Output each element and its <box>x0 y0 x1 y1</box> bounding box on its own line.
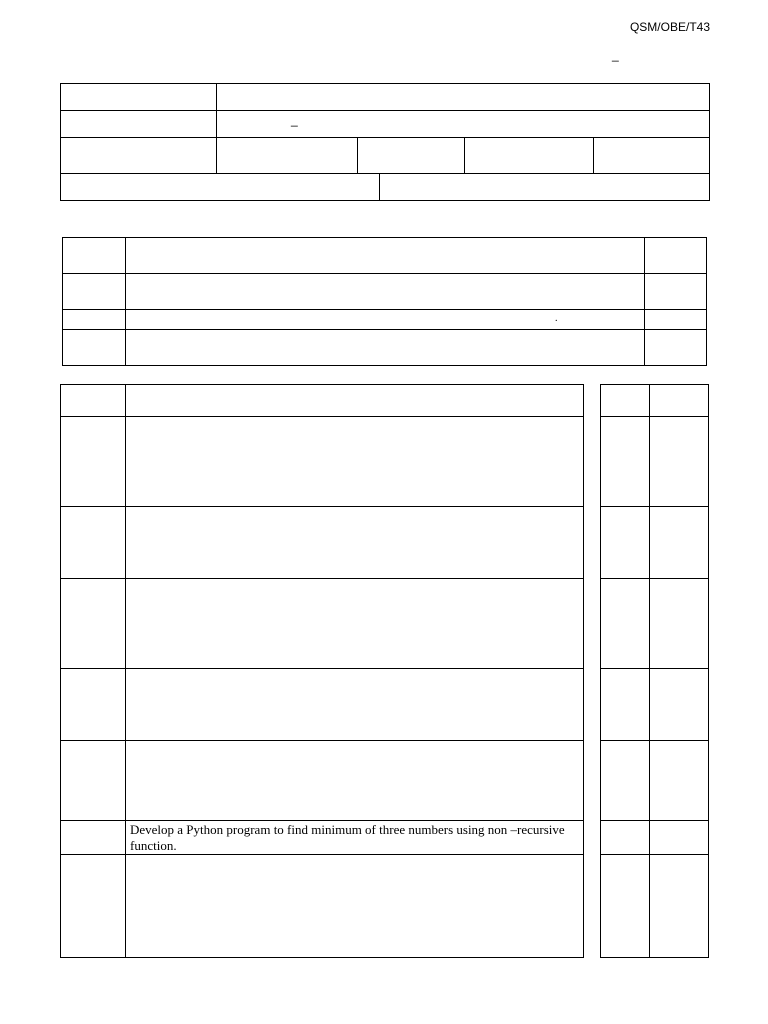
marks-table-row-line <box>600 506 709 507</box>
info-table-border-bottom <box>60 200 710 201</box>
instructions-table-border-bottom <box>62 365 707 366</box>
question-text: Develop a Python program to find minimum of three numbers using non –recursive function. <box>130 822 565 853</box>
questions-table-col-line <box>125 384 126 958</box>
instructions-dot-mark: . <box>555 313 558 324</box>
marks-table-row-line <box>600 578 709 579</box>
instructions-table-col-line <box>125 237 126 366</box>
info-table-border-right <box>709 83 710 201</box>
marks-table-row-line <box>600 820 709 821</box>
info-table-row-line <box>60 173 710 174</box>
instructions-table-row-line <box>62 309 707 310</box>
info-table-col-line <box>216 83 217 174</box>
questions-table-row-line <box>60 820 584 821</box>
info-table-border-top <box>60 83 710 84</box>
info-table-col-line <box>464 137 465 174</box>
marks-table-row-line <box>600 668 709 669</box>
info-table-col-line <box>379 173 380 201</box>
marks-table-col-line <box>649 384 650 958</box>
questions-table-border-bottom <box>60 957 584 958</box>
instructions-table-border-left <box>62 237 63 366</box>
marks-table-border-top <box>600 384 709 385</box>
questions-table-border-right <box>583 384 584 958</box>
info-table-border-left <box>60 83 61 201</box>
info-table-row-line <box>60 110 710 111</box>
marks-table-border-bottom <box>600 957 709 958</box>
questions-table-border-left <box>60 384 61 958</box>
instructions-table-border-top <box>62 237 707 238</box>
dash-mark: _ <box>612 48 619 62</box>
instructions-table-border-right <box>706 237 707 366</box>
instructions-table-row-line <box>62 273 707 274</box>
instructions-table-row-line <box>62 329 707 330</box>
document-code: QSM/OBE/T43 <box>629 20 710 34</box>
marks-table-row-line <box>600 740 709 741</box>
questions-table-row-line <box>60 740 584 741</box>
questions-table-row-line <box>60 578 584 579</box>
questions-table-border-top <box>60 384 584 385</box>
marks-table-row-line <box>600 416 709 417</box>
instructions-table-col-line <box>644 237 645 366</box>
marks-table-row-line <box>600 854 709 855</box>
questions-table-row-line <box>60 506 584 507</box>
info-table-row-line <box>60 137 710 138</box>
info-dash-mark: _ <box>291 113 298 127</box>
questions-table-row-line <box>60 854 584 855</box>
questions-table-row-line <box>60 416 584 417</box>
questions-table-row-line <box>60 668 584 669</box>
info-table-col-line <box>357 137 358 174</box>
marks-table-border-right <box>708 384 709 958</box>
marks-table-border-left <box>600 384 601 958</box>
info-table-col-line <box>593 137 594 174</box>
